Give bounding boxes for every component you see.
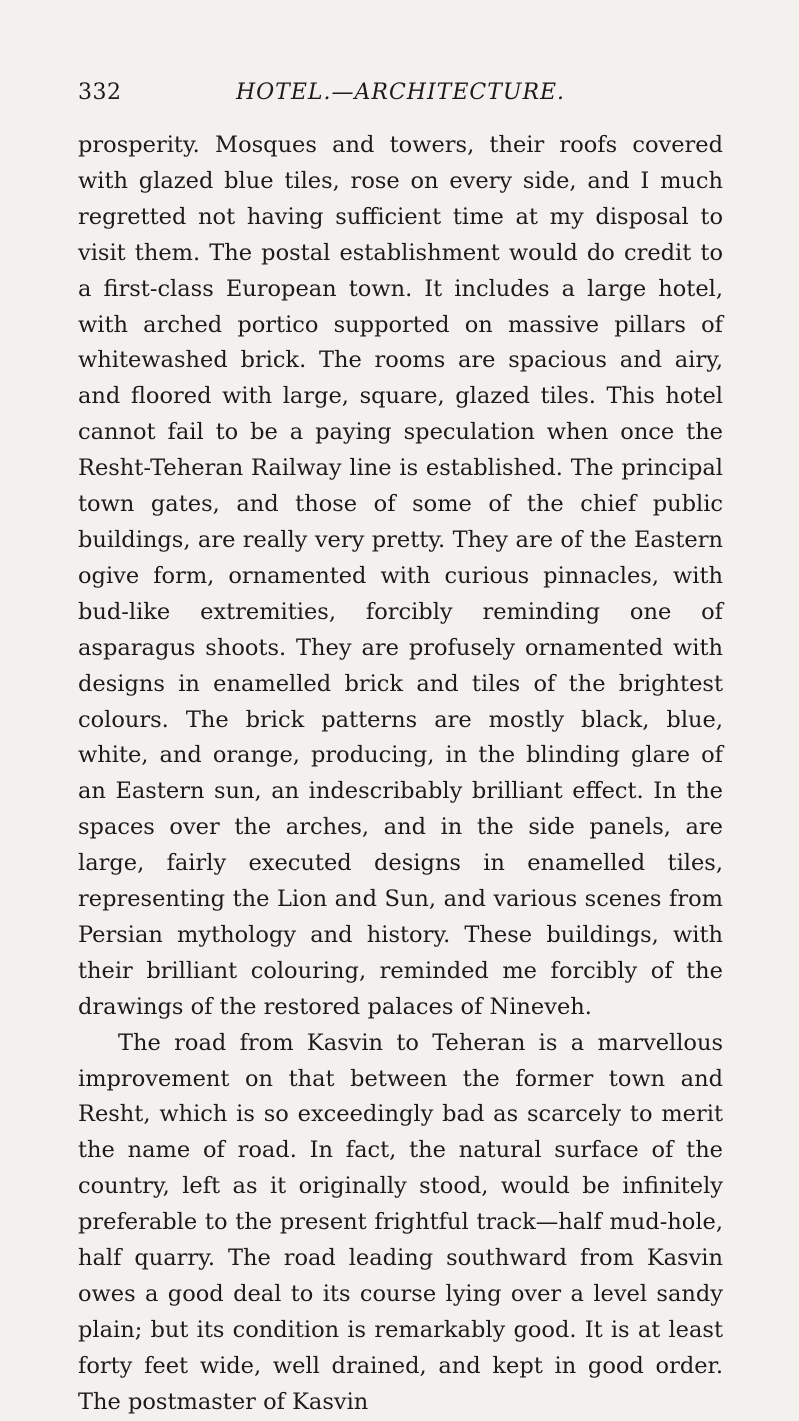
body-text bbox=[78, 128, 723, 1421]
page-number: 332 bbox=[78, 80, 122, 105]
running-head: HOTEL.—ARCHITECTURE. bbox=[235, 80, 566, 105]
page-header bbox=[78, 80, 723, 114]
paragraph-kasvin-road: The road from Kasvin to Teheran is a marvellous improvement on that between the former town and Resht, which is so exceedingly bad as scarcely to merit the name of road. In fact, the natural surface of the country, left as it originally stood, would be infinitely preferable to the present frightful track—half mud-hole, half quarry. The road leading southward from Kasvin owes a good deal to its course lying over a level sandy plain; but its condition is remarkably good. It is at least forty feet wide, well drained, and kept in good order. The postmaster of Kasvin bbox=[78, 1029, 723, 1415]
paragraph-continued: prosperity. Mosques and towers, their roofs covered with glazed blue tiles, rose on every side, and I much regretted not having sufficient time at my disposal to visit them. The postal establishment would do credit to a first-class European town. It includes a large hotel, with arched portico supported on massive pillars of whitewashed brick. The rooms are spacious and airy, and floored with large, square, glazed tiles. This hotel cannot fail to be a paying speculation when once the Resht-Teheran Railway line is established. The principal town gates, and those of some of the chief public buildings, are really very pretty. They are of the Eastern ogive form, ornamented with curious pinnacles, with bud-like extremities, forcibly reminding one of asparagus shoots. They are profusely ornamented with designs in enamelled brick and tiles of the brightest colours. The brick patterns are mostly black, blue, white, and orange, producing, in the blinding glare of an Eastern sun, an indescribably brilliant effect. In the spaces over the arches, and in the side panels, are large, fairly executed designs in enamelled tiles, representing the Lion and Sun, and various scenes from Persian mythology and history. These buildings, with their brilliant colouring, reminded me forcibly of the drawings of the restored palaces of Nineveh. bbox=[78, 132, 723, 1020]
